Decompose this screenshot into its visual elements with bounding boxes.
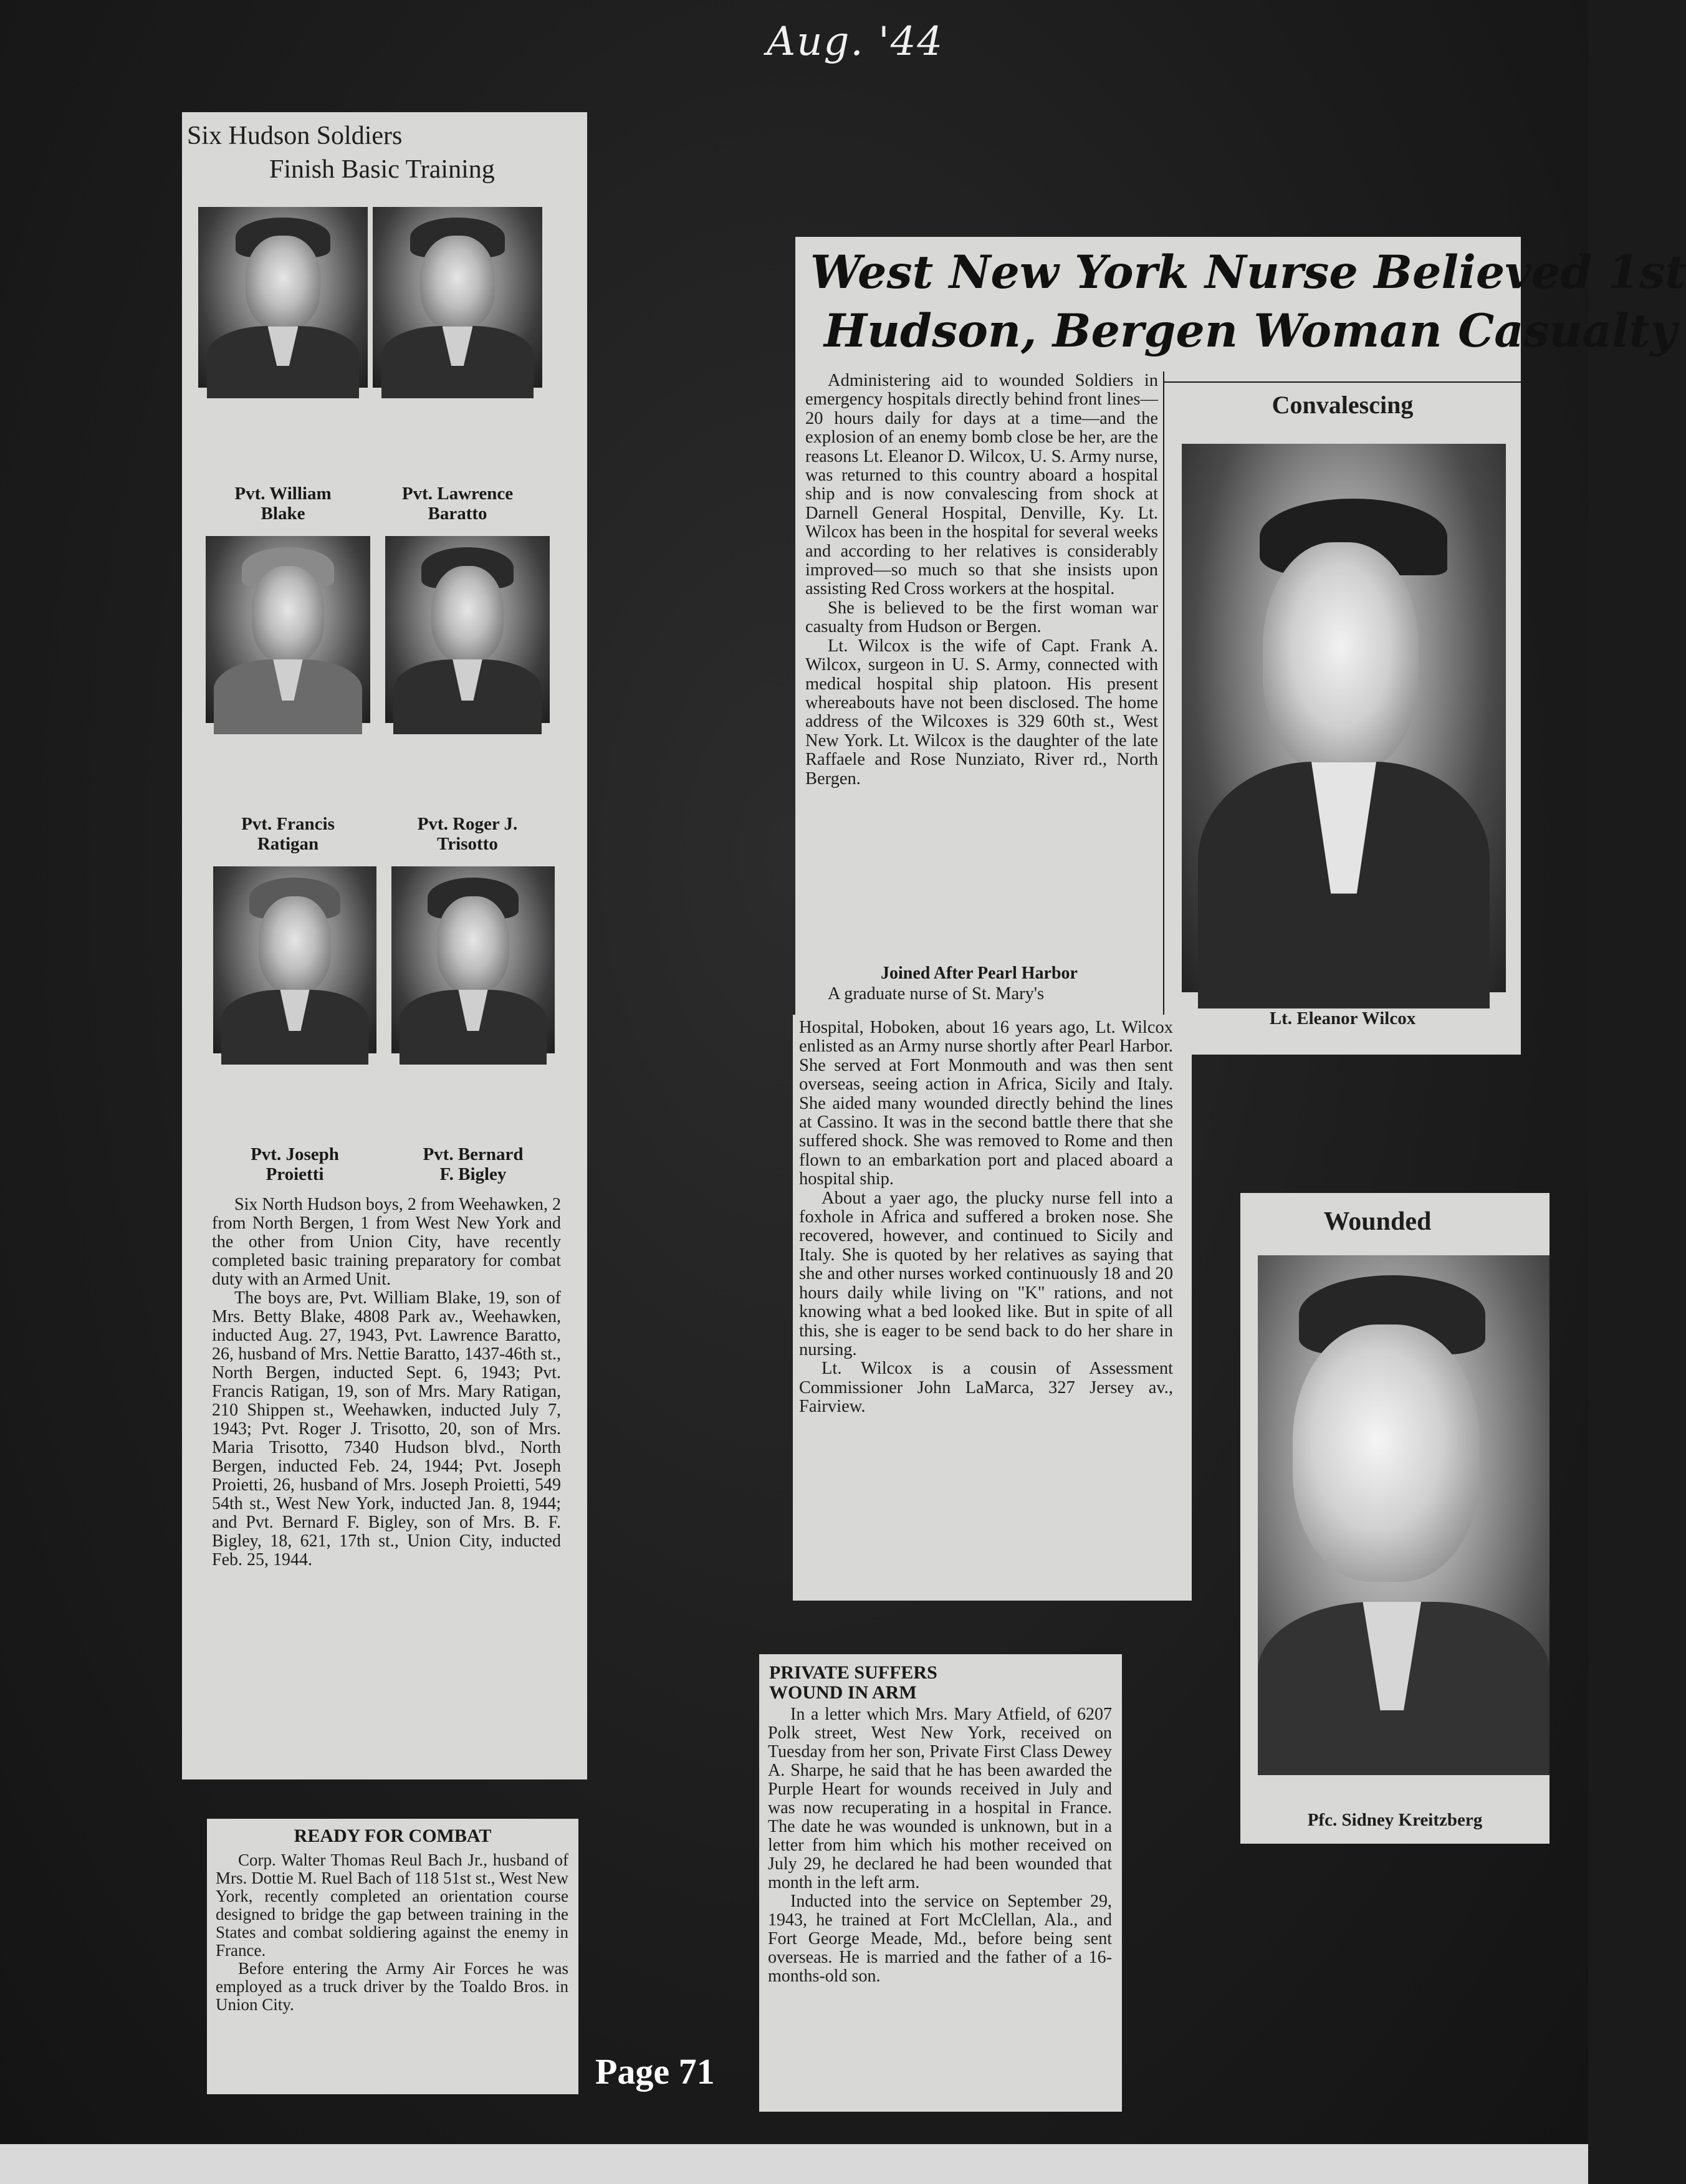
portrait-photo [213, 866, 376, 1053]
clipping-nurse-casualty-continued [793, 1015, 1192, 1601]
headline-line-1: Six Hudson Soldiers [187, 122, 403, 150]
article-body [216, 1851, 568, 2014]
clipping-ready-for-combat [207, 1819, 578, 2094]
paragraph: Six North Hudson boys, 2 from Weehawken, 2 from North Bergen, 1 from West New York and the other from Union City, have recently completed basic training preparatory for combat duty with an Armed Unit. [212, 1195, 561, 1289]
paragraph: Before entering the Army Air Forces he was employed as a truck driver by the Toaldo Bros. in Union City. [216, 1959, 568, 2014]
photo-caption: Pvt. Roger J. Trisotto [417, 814, 518, 854]
paragraph: A graduate nurse of St. Mary's [828, 984, 1045, 1003]
photo-caption: Pvt. Joseph Proietti [251, 1144, 339, 1184]
paragraph: Inducted into the service on September 29, 1943, he trained at Fort McClellan, Ala., and Fort George Meade, Md., before being sent overseas. He is married and the father of a 16-months-old son. [768, 1892, 1112, 1986]
clipping-nurse-casualty [795, 237, 1686, 1055]
handwritten-date-note: Aug. '44 [767, 19, 944, 65]
photo-caption: Pvt. Lawrence Baratto [401, 484, 514, 524]
scan-edge [0, 2144, 1588, 2184]
clipping-private-suffers-wound [759, 1654, 1122, 2112]
photo-caption: Pfc. Sidney Kreitzberg [1307, 1810, 1483, 1830]
article-body [768, 1705, 1112, 1986]
paragraph: She is believed to be the first woman war casualty from Hudson or Bergen. [805, 598, 1158, 637]
paragraph: Lt. Wilcox is a cousin of Assessment Commissioner John LaMarca, 327 Jersey av., Fairview. [799, 1359, 1173, 1417]
paragraph: Lt. Wilcox is the wife of Capt. Frank A. Wilcox, surgeon in U. S. Army, connected with medical hospital ship platoon. His present whereabouts have not been disclosed. The home address of the Wilcoxes is 329 60th st., West New York. Lt. Wilcox is the daughter of the late Raffaele and Rose Nunziato, River rd., North Bergen. [805, 636, 1158, 788]
paragraph: The boys are, Pvt. William Blake, 19, son of Mrs. Betty Blake, 4808 Park av., Weehawken, inducted Aug. 27, 1943, Pvt. Lawrence Baratto, 26, husband of Mrs. Nettie Baratto, 1437-46th st., North Bergen, inducted Sept. 6, 1943; Pvt. Francis Ratigan, 19, son of Mrs. Mary Ratigan, 210 Shippen st., Weehawken, inducted July 7, 1943; Pvt. Roger J. Trisotto, 20, son of Mrs. Maria Trisotto, 7340 Hudson blvd., North Bergen, inducted Feb. 24, 1944; Pvt. Joseph Proietti, 26, husband of Mrs. Joseph Proietti, 549 54th st., West New York, inducted Jan. 8, 1944; and Pvt. Bernard F. Bigley, son of Mrs. B. F. Bigley, 18, 621, 17th st., Union City, inducted Feb. 25, 1944. [212, 1288, 561, 1569]
header-rule [1163, 381, 1521, 383]
article-body [212, 1195, 561, 1569]
article-subhead: Joined After Pearl Harbor [881, 964, 1078, 983]
headline-line-1: West New York Nurse Believed 1st [810, 246, 1686, 299]
paragraph: About a yaer ago, the plucky nurse fell into a foxhole in Africa and suffered a broken nose. She recovered, however, and continued to Sicily and Italy. She is quoted by her relatives as saying that she and other nurses worked continuously 18 and 20 hours daily while living on "K" rations, and not knowing what a bed looked like. But in spite of all this, she is eager to be send back to do her share in nursing. [799, 1188, 1173, 1359]
clipping-title-line-2: WOUND IN ARM [769, 1682, 917, 1703]
headline-line-2: Finish Basic Training [269, 155, 495, 184]
paragraph: Corp. Walter Thomas Reul Bach Jr., husband of Mrs. Dottie M. Ruel Bach of 118 51st st., West New York, recently completed an orientation course designed to bridge the gap between training in the States and combat soldiering against the enemy in France. [216, 1851, 568, 1960]
portrait-photo [385, 536, 550, 723]
photo-caption: Pvt. Bernard F. Bigley [423, 1144, 524, 1184]
clipping-six-hudson-soldiers [182, 112, 587, 1779]
column-divider [1163, 371, 1164, 1055]
clipping-title-line-1: PRIVATE SUFFERS [769, 1662, 937, 1683]
photo-caption: Pvt. Francis Ratigan [241, 814, 335, 854]
nurse-portrait-photo [1182, 444, 1506, 992]
photo-caption: Pvt. William Blake [234, 484, 332, 524]
headline-line-2: Hudson, Bergen Woman Casualty [824, 304, 1677, 358]
article-column-1 [805, 371, 1158, 788]
photo-caption: Lt. Eleanor Wilcox [1269, 1008, 1416, 1028]
portrait-photo [206, 536, 370, 723]
paragraph: Administering aid to wounded Soldiers in emergency hospitals directly behind front lines—20 hours daily for days at a time—and the explosion of an enemy bomb close be her, are the reasons Lt. Eleanor D. Wilcox, U. S. Army nurse, was returned to this country aboard a hospital ship and is now convalescing from shock at Darnell General Hospital, Denville, Ky. Lt. Wilcox has been in the hospital for several weeks and according to her relatives is considerably improved—so much so that she insists upon assisting Red Cross workers at the hospital. [805, 371, 1158, 599]
article-column-2 [799, 1018, 1173, 1417]
paragraph: Hospital, Hoboken, about 16 years ago, Lt. Wilcox enlisted as an Army nurse shortly after Pearl Harbor. She served at Fort Monmouth and was then sent overseas, seeing action in Africa, Sicily and Italy. She aided many wounded directly behind the lines at Cassino. It was in the second battle there that she suffered shock. She was removed to Rome and then flown to an embarkation port and placed aboard a hospital ship. [799, 1018, 1173, 1189]
clipping-title: READY FOR COMBAT [294, 1826, 492, 1846]
soldier-portrait-photo [1258, 1255, 1549, 1750]
photo-heading: Wounded [1323, 1207, 1432, 1236]
portrait-photo [198, 207, 368, 388]
portrait-photo [373, 207, 542, 388]
clipping-wounded-photo [1240, 1193, 1549, 1844]
paragraph: In a letter which Mrs. Mary Atfield, of 6207 Polk street, West New York, received on Tuesday from her son, Private First Class Dewey A. Sharpe, he said that he has been awarded the Purple Heart for wounds received in July and was now recuperating in a hospital in France. The date he was wounded is unknown, but in a letter from him which his mother received on July 29, he declared he had been wounded that month in the left arm. [768, 1705, 1112, 1892]
portrait-photo [391, 866, 555, 1053]
article-column-1-tail [805, 985, 1158, 1004]
page-number-label: Page 71 [595, 2051, 715, 2092]
photo-heading: Convalescing [1272, 391, 1414, 419]
